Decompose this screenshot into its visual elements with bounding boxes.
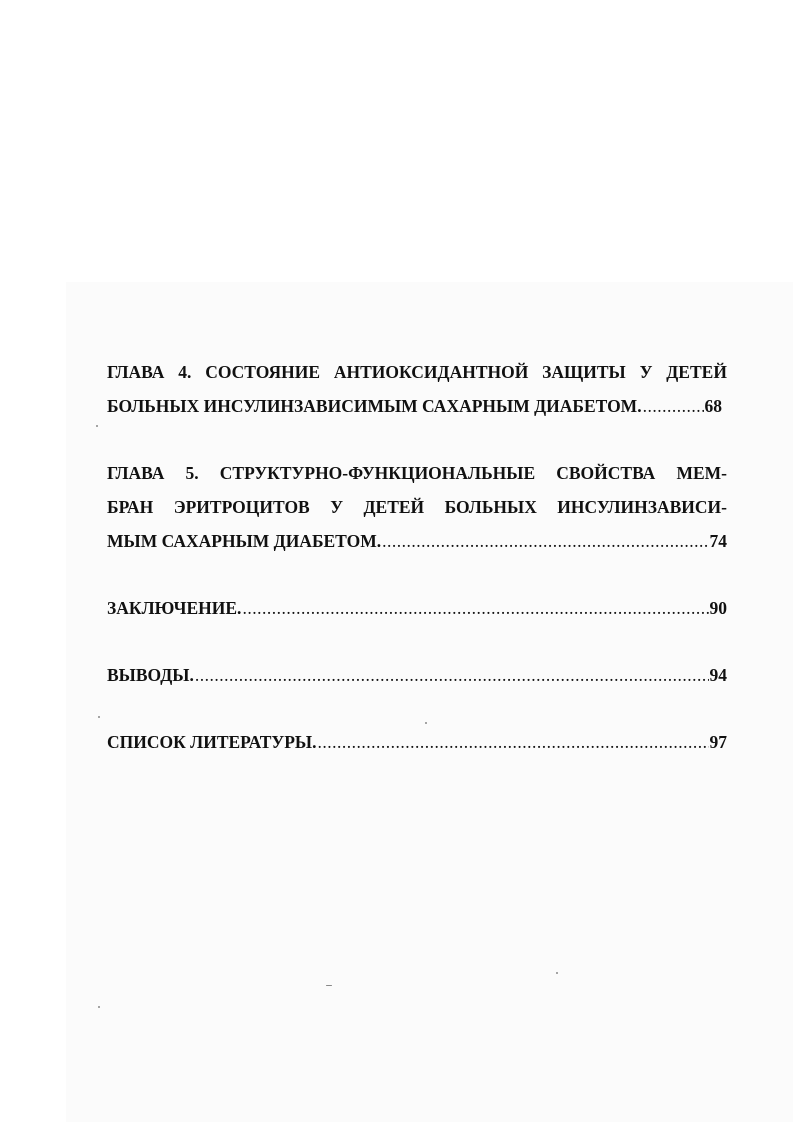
dot-leader <box>318 725 709 759</box>
toc-entry-chapter-4 <box>107 355 727 423</box>
toc-entry-conclusion <box>107 591 727 625</box>
word: БРАН <box>107 497 154 517</box>
toc-entry-line <box>107 725 727 759</box>
word: СТРУКТУРНО-ФУНКЦИОНАЛЬНЫЕ <box>219 463 536 483</box>
page-number: 90 <box>709 598 727 618</box>
toc-entry-line <box>107 456 727 490</box>
toc-entry-title: СПИСОК ЛИТЕРАТУРЫ. <box>107 732 317 752</box>
word: У <box>330 497 344 517</box>
dot-leader <box>643 389 704 423</box>
word: ЗАЩИТЫ <box>542 362 626 382</box>
word: ГЛАВА <box>107 463 165 483</box>
toc-entry-line <box>107 490 727 524</box>
word: ЭРИТРОЦИТОВ <box>173 497 310 517</box>
toc-entry-references <box>107 725 727 759</box>
toc-entry-title: ЗАКЛЮЧЕНИЕ. <box>107 598 242 618</box>
word: МЕМ- <box>676 463 727 483</box>
dot-leader <box>242 591 708 625</box>
dot-leader <box>382 524 708 558</box>
page-number: 68 <box>704 396 722 416</box>
word: СВОЙСТВА <box>556 463 656 483</box>
toc-entry-line <box>107 355 727 389</box>
toc-entry-title: МЫМ САХАРНЫМ ДИАБЕТОМ. <box>107 531 382 551</box>
toc-entry-chapter-5 <box>107 456 727 558</box>
toc-entry-line <box>107 658 727 692</box>
word: СОСТОЯНИЕ <box>205 362 321 382</box>
word: ДЕТЕЙ <box>666 362 727 382</box>
toc-entry-line <box>107 591 727 625</box>
scan-speck <box>326 985 332 986</box>
toc-entry-line <box>107 524 727 558</box>
word: 5. <box>185 463 199 483</box>
scan-speck <box>98 1006 100 1008</box>
scan-speck <box>425 722 427 724</box>
dot-leader <box>195 658 709 692</box>
scan-speck <box>556 972 558 974</box>
page-number: 97 <box>709 732 727 752</box>
word: БОЛЬНЫХ <box>444 497 537 517</box>
word: ИНСУЛИНЗАВИСИ- <box>557 497 727 517</box>
toc-entry-findings <box>107 658 727 692</box>
word: АНТИОКСИДАНТНОЙ <box>333 362 529 382</box>
scan-speck <box>96 425 98 427</box>
page-number: 74 <box>709 531 727 551</box>
word: ДЕТЕЙ <box>363 497 425 517</box>
page-number: 94 <box>709 665 727 685</box>
word: У <box>639 362 653 382</box>
word: 4. <box>178 362 192 382</box>
toc-entry-line <box>107 389 722 423</box>
toc-entry-title: БОЛЬНЫХ ИНСУЛИНЗАВИСИМЫМ САХАРНЫМ ДИАБЕТОМ. <box>107 396 642 416</box>
scan-speck <box>98 716 100 718</box>
word: ГЛАВА <box>107 362 165 382</box>
toc-entry-title: ВЫВОДЫ. <box>107 665 194 685</box>
